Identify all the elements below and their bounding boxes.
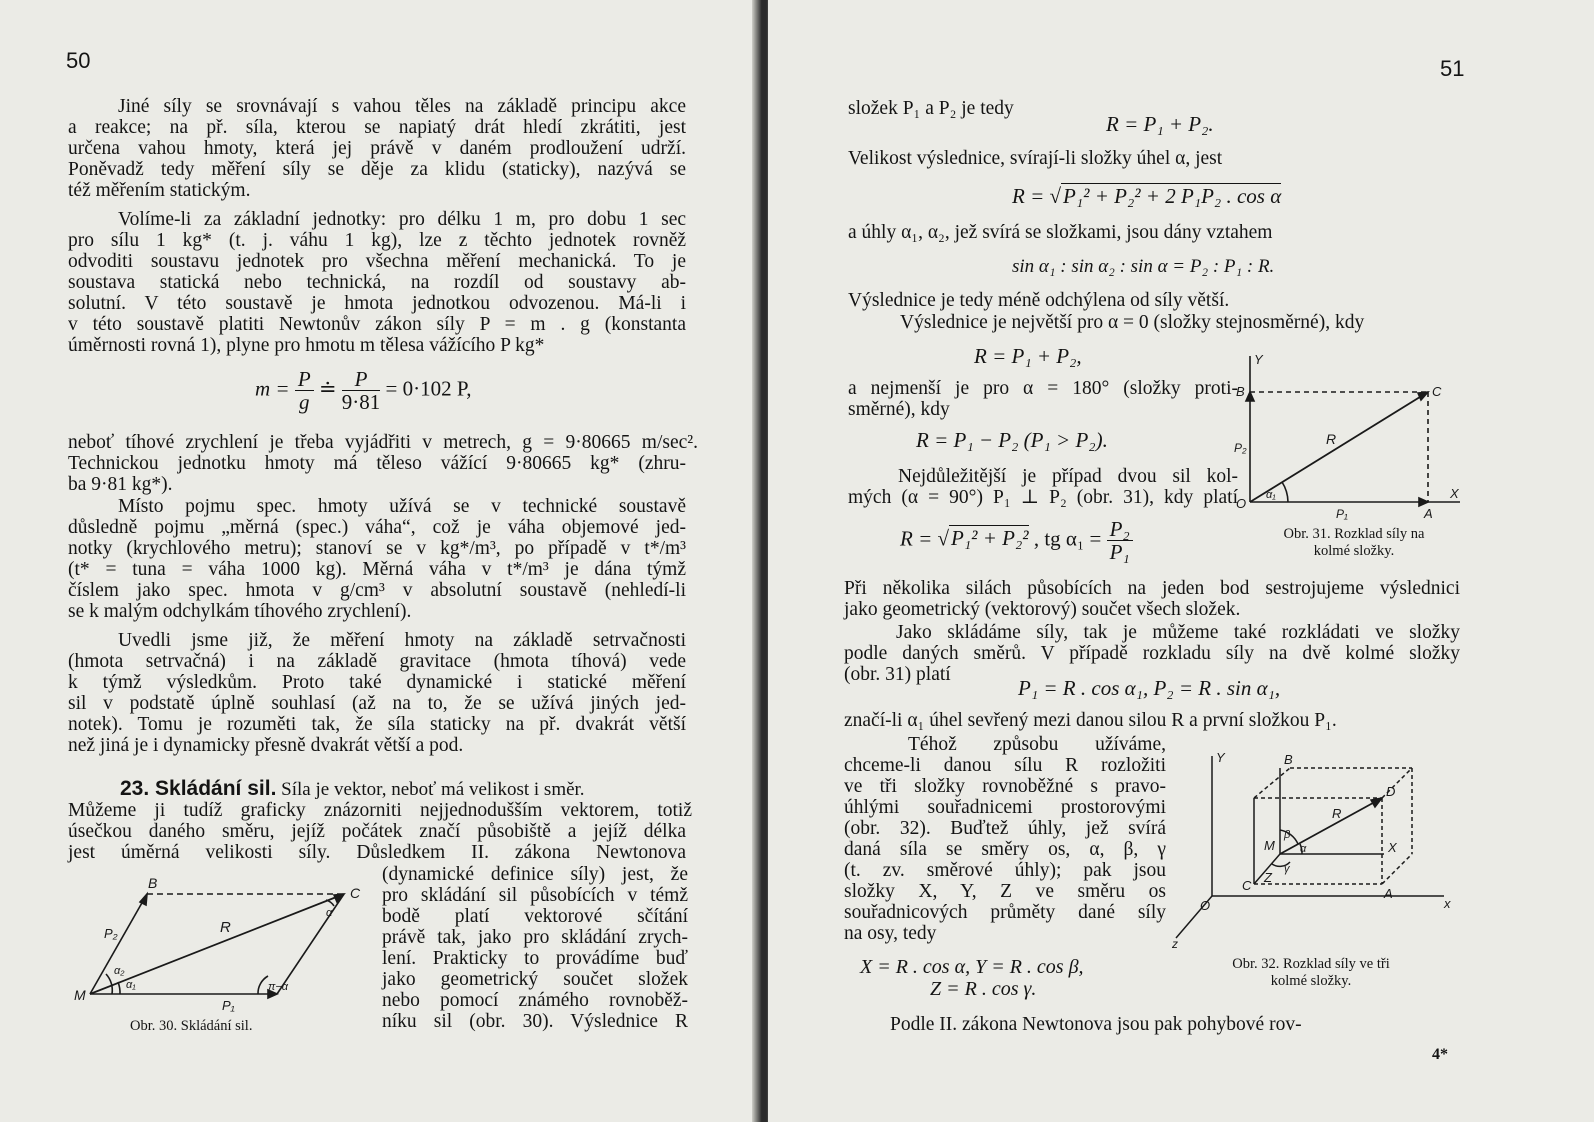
- text-line: též měřením statickým.: [68, 180, 251, 201]
- text-line: úsečkou daného směru, jejíž počátek značí působiště a jejíž délka: [68, 821, 686, 842]
- text-line: Jiné síly se srovnávají s vahou těles na základě principu akce: [118, 96, 686, 117]
- label-p1: P₁: [222, 998, 235, 1013]
- text-line: v této soustavě platiti Newtonův zákon síly P = m . g (konstanta: [68, 314, 686, 335]
- formula-xyz-1: X = R . cos α, Y = R . cos β,: [860, 956, 1084, 978]
- text-line: bodě platí vektorové sčítání: [382, 906, 688, 927]
- vector-r: [1280, 798, 1382, 854]
- text-line-last: Podle II. zákona Newtonova jsou pak pohybové rov-: [890, 1014, 1302, 1035]
- text-line: číslem jako spec. hmota v g/cm³ v absolutní soustavě (nehledí-li: [68, 580, 686, 601]
- text-line: podle daných směrů. V případě rozkladu síly na dvě kolmé složky: [844, 643, 1460, 664]
- label-b: B: [1236, 384, 1245, 399]
- figure-32-diagram: [1172, 748, 1462, 951]
- page-number-right: 51: [1440, 56, 1465, 81]
- text-line: solutní. V této soustavě je hmota jednotkou odvozenou. Má-li i: [68, 293, 686, 314]
- text-line: Nejdůležitější je případ dvou sil kol-: [898, 466, 1238, 487]
- label-alpha2: α₂: [114, 965, 125, 977]
- label-o: O: [1200, 898, 1211, 913]
- label-a: A: [1384, 886, 1393, 901]
- text-line: Jako skládáme síly, tak je můžeme také rozkládati ve složky: [896, 622, 1460, 643]
- text-line: a reakce; na př. síla, kterou se napiatý drát hledí zkrátiti, jest: [68, 117, 686, 138]
- label-alpha1: α₁: [126, 979, 136, 991]
- text-line: (obr. 32). Buďtež úhly, jež svírá: [844, 818, 1166, 839]
- signature-mark: 4*: [1432, 1046, 1448, 1063]
- label-z-axis: z: [1172, 937, 1178, 951]
- label-pi-alpha: π−α: [268, 981, 289, 993]
- text-line: k týmž výsledkům. Proto také dynamické i statické měření: [68, 672, 686, 693]
- vector-p2: [90, 894, 147, 994]
- label-p2: P₂: [104, 926, 118, 941]
- formula-sum: R = P₁ + P₂.: [1106, 112, 1214, 136]
- text-line: Místo pojmu spec. hmoty užívá se v technické soustavě: [118, 496, 686, 517]
- text-line: určena vahou hmoty, která jej právě v daném prodloužení udrží.: [68, 138, 686, 159]
- label-r: R: [220, 919, 231, 936]
- text-line: soustava statická nebo technická, na rozdíl od soustavy ab-: [68, 272, 686, 293]
- label-alpha: α: [326, 907, 333, 919]
- label-x: X: [1450, 486, 1459, 501]
- text-line: notky (krychlového metru); stanoví se v kg*/m³, po případě v t*/m³: [68, 538, 686, 559]
- label-c: C: [1242, 878, 1252, 893]
- text-line: úměrnosti rovná 1), plyne pro hmotu m tělesa vážícího P kg*: [68, 335, 545, 356]
- label-b: B: [148, 875, 158, 891]
- text-line: (obr. 31) platí: [844, 664, 951, 685]
- text-line: sil v podstatě úplně souhlasí (až na to, že se užívá jiných jed-: [68, 693, 686, 714]
- figure-31-caption: Obr. 31. Rozklad síly na kolmé složky.: [1283, 526, 1425, 559]
- label-z-component: Z: [1264, 870, 1272, 885]
- side-ac: [277, 894, 344, 994]
- text-line: a úhly α₁, α₂, jež svírá se složkami, jsou dány vztahem: [848, 222, 1273, 243]
- label-beta: β: [1284, 829, 1291, 841]
- text-line: nebo pomocí známého rovnoběž-: [382, 990, 688, 1011]
- right-page: [768, 0, 1594, 1122]
- figure-32-caption: Obr. 32. Rozklad síly ve tři kolmé složky.: [1232, 956, 1390, 989]
- text-line: (dynamické definice síly) jest, že: [382, 864, 688, 885]
- label-p2: P₂: [1234, 441, 1247, 455]
- text-line: (hmota setrvačná) i na základě gravitace (hmota tíhová) vede: [68, 651, 686, 672]
- label-m: M: [1264, 838, 1275, 853]
- text-line: Téhož způsobu užíváme,: [908, 734, 1166, 755]
- formula-min: R = P₁ − P₂ (P₁ > P₂).: [916, 428, 1108, 452]
- text-line: jako geometrický součet složek: [382, 969, 688, 990]
- label-c: C: [1432, 384, 1442, 399]
- text-line: směrné), kdy: [848, 399, 950, 420]
- label-x-axis: x: [1444, 896, 1451, 911]
- text-line: souřadnicových průměty dané síly: [844, 902, 1166, 923]
- text-line: se k malým odchylkám tíhového zrychlení).: [68, 601, 412, 622]
- text-line: chceme-li danou sílu R rozložiti: [844, 755, 1166, 776]
- label-x-component: X: [1388, 840, 1397, 855]
- text-line: odvoditi soustavu jednotek pro všechna měření mechanická. To je: [68, 251, 686, 272]
- text-line: neboť tíhové zrychlení je třeba vyjádřiti v metrech, g = 9·80665 m/sec².: [68, 432, 698, 453]
- text-line: pro sílu 1 kg* (t. j. váhu 1 kg), lze z těchto jednotek rovněž: [68, 230, 686, 251]
- text-line: složek P₁ a P₂ je tedy: [848, 98, 1014, 119]
- text-line: jako geometrický (vektorový) součet všech složek.: [844, 599, 1241, 620]
- formula-max: R = P₁ + P₂,: [974, 344, 1082, 368]
- label-d: D: [1386, 784, 1396, 799]
- text-line: značí-li α₁ úhel sevřený mezi danou silou R a první složkou P₁.: [844, 710, 1337, 731]
- text-line: Poněvadž tedy měření síly se děje za klidu (staticky), nazývá se: [68, 159, 686, 180]
- label-o: O: [1236, 496, 1247, 511]
- text-line: Velikost výslednice, svírají-li složky úhel α, jest: [848, 148, 1223, 169]
- page-number-left: 50: [66, 48, 91, 73]
- text-line: lení. Prakticky to provádíme buď: [382, 948, 688, 969]
- text-line: Výslednice je největší pro α = 0 (složky stejnosměrné), kdy: [900, 312, 1365, 333]
- text-line: pro skládání sil působících v témž: [382, 885, 688, 906]
- section-heading: 23. Skládání sil.: [120, 777, 277, 800]
- label-alpha1: α₁: [1266, 489, 1276, 501]
- text-line: ve tři složky rovnoběžné s pravo-: [844, 776, 1166, 797]
- text-line: níku sil (obr. 30). Výslednice R: [382, 1011, 688, 1032]
- vector-r: [1250, 392, 1428, 502]
- label-r: R: [1326, 431, 1337, 447]
- label-alpha: α: [1300, 843, 1307, 855]
- text-line: notek). Tomu je rozuměti tak, že síla staticky na př. dvakrát větší: [68, 714, 686, 735]
- label-c: C: [350, 885, 361, 901]
- text-line: (t* = tuna = váha 1000 kg). Měrná váha v t*/m³ je dána týmž: [68, 559, 686, 580]
- text-line: daná síla se směry os, α, β, γ: [844, 839, 1166, 860]
- text-line: (t. zv. směrové úhly); pak jsou: [844, 860, 1166, 881]
- text-line: Výslednice je tedy méně odchýlena od síly větší.: [848, 290, 1230, 311]
- figure-30-diagram: [72, 872, 372, 1012]
- text-line: mých (α = 90°) P₁ ⊥ P₂ (obr. 31), kdy platí: [848, 487, 1238, 508]
- label-a: A: [1424, 506, 1433, 521]
- text-line: ba 9·81 kg*).: [68, 474, 173, 495]
- section-first-line: 23. Skládání sil. Síla je vektor, neboť má velikost i směr.: [120, 777, 585, 800]
- figure-31-diagram: [1236, 352, 1466, 522]
- label-b: B: [1284, 752, 1293, 767]
- label-gamma: γ: [1284, 863, 1290, 875]
- label-r: R: [1332, 806, 1342, 821]
- text-line: Technickou jednotku hmoty má těleso vážící 9·80665 kg* (zhru-: [68, 453, 686, 474]
- text-line: jest úměrná velikosti síly. Důsledkem II. zákona Newtonova: [68, 842, 686, 863]
- formula-mass: m = $\frac{P}{g}$ ≐ $\frac{P}{9\cdot 81}$ = 0·102 P,: [255, 367, 472, 414]
- formula-ratio: sin α₁ : sin α₂ : sin α = P₂ : P₁ : R.: [1012, 256, 1275, 277]
- left-page: [0, 0, 762, 1122]
- label-y: Y: [1216, 750, 1225, 765]
- text-line: na osy, tedy: [844, 923, 937, 944]
- formula-perpendicular: R = √P₁² + P₂² , tg α₁ = $\frac{\text{P₂}}{\text{P₁}}$: [900, 518, 1133, 563]
- text-line: Můžeme ji tudíž graficky znázorniti nejjednodušším vektorem, totiž: [68, 800, 692, 821]
- text-line: úhlými souřadnicemi prostorovými: [844, 797, 1166, 818]
- text-line: důsledně pojmu „měrná (spec.) váha“, což je váha objemové jed-: [68, 517, 686, 538]
- text-line: právě tak, jako pro skládání zrych-: [382, 927, 688, 948]
- text-line: a nejmenší je pro α = 180° (složky proti-: [848, 378, 1238, 399]
- label-m: M: [74, 987, 86, 1003]
- label-p1: P₁: [1336, 507, 1348, 521]
- text-line: Při několika silách působících na jeden bod sestrojujeme výslednici: [844, 578, 1460, 599]
- figure-30-caption: Obr. 30. Skládání sil.: [130, 1018, 253, 1034]
- text-line: složky X, Y, Z ve směru os: [844, 881, 1166, 902]
- formula-magnitude: R = √P₁² + P₂² + 2 P₁P₂ . cos α: [1012, 184, 1282, 208]
- formula-decomposition: P₁ = R . cos α₁, P₂ = R . sin α₁,: [1018, 676, 1281, 700]
- text-line: Uvedli jsme již, že měření hmoty na základě setrvačnosti: [118, 630, 686, 651]
- formula-xyz-2: Z = R . cos γ.: [930, 978, 1037, 1000]
- text-line: Volíme-li za základní jednotky: pro délku 1 m, pro dobu 1 sec: [118, 209, 686, 230]
- text-line: než jiná je i dynamicky přesně dvakrát větší a pod.: [68, 735, 464, 756]
- label-y: Y: [1254, 352, 1263, 367]
